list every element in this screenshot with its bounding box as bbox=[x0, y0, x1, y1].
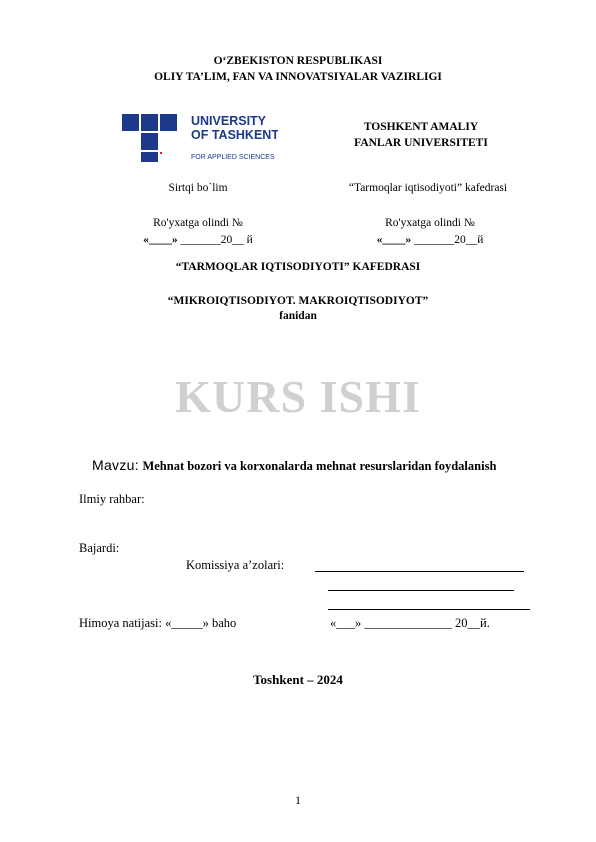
registration-left bbox=[100, 215, 296, 249]
university-logo bbox=[122, 114, 278, 162]
university-line-1: TOSHKENT AMALIY bbox=[363, 121, 479, 133]
date-blank-month-left: _______ bbox=[180, 234, 221, 246]
date-blank-month-right: _______ bbox=[413, 234, 455, 246]
supervisor-label: Ilmiy rahbar: bbox=[79, 492, 145, 506]
topic-line bbox=[92, 457, 496, 475]
commission-label: Komissiya a’zolari: bbox=[186, 558, 285, 572]
registration-date-left bbox=[100, 232, 296, 249]
date-blank-day-left: ____ bbox=[148, 234, 172, 246]
subject-suffix: fanidan bbox=[279, 310, 317, 322]
registration-label-left: Ro'yxatga olindi № bbox=[153, 217, 243, 229]
registration-label-right: Ro'yxatga olindi № bbox=[385, 217, 475, 229]
department-left: Sirtqi bo`lim bbox=[168, 182, 228, 194]
author-label: Bajardi: bbox=[79, 541, 120, 555]
date-suffix-left: й bbox=[243, 234, 253, 246]
page-number: 1 bbox=[295, 793, 301, 807]
commission-signature-line-2 bbox=[328, 590, 514, 591]
registration-date-right bbox=[330, 232, 530, 249]
university-line-2: FANLAR UNIVERSITETI bbox=[354, 137, 488, 149]
logo-line-3: FOR APPLIED SCIENCES bbox=[191, 154, 275, 161]
kafedra-title: “TARMOQLAR IQTISODIYOTI” KAFEDRASI bbox=[175, 261, 421, 273]
date-close-left: » bbox=[171, 234, 178, 246]
commission-signature-line-3 bbox=[328, 609, 530, 610]
defense-result: Himoya natijasi: «_____» baho bbox=[79, 616, 237, 630]
university-name bbox=[330, 119, 512, 151]
work-type-title: KURS ISHI bbox=[175, 371, 421, 422]
topic-title: Mehnat bozori va korxonalarda mehnat resurslaridan foydalanish bbox=[142, 459, 497, 473]
date-close-right: » bbox=[405, 234, 412, 246]
date-open-left: « bbox=[143, 234, 149, 246]
ministry-line-2: OLIY TA’LIM, FAN VA INNOVATSIYALAR VAZIRLIGI bbox=[154, 71, 442, 83]
logo-line-2: OF TASHKENT bbox=[191, 128, 278, 142]
registration-right bbox=[330, 215, 530, 249]
subject-block bbox=[0, 294, 596, 324]
department-right: “Tarmoqlar iqtisodiyoti” kafedrasi bbox=[348, 182, 508, 194]
commission-signature-line-1 bbox=[315, 571, 524, 572]
date-year-left: 20__ bbox=[220, 234, 244, 246]
date-blank-day-right: ____ bbox=[382, 234, 406, 246]
ministry-line-1: O‘ZBEKISTON RESPUBLIKASI bbox=[213, 55, 383, 67]
logo-line-1: UNIVERSITY bbox=[191, 114, 267, 128]
date-year-right: 20__ bbox=[454, 234, 478, 246]
defense-date: «___» ______________ 20__й. bbox=[330, 616, 490, 630]
date-open-right: « bbox=[376, 234, 383, 246]
date-suffix-right: й bbox=[477, 234, 484, 246]
ministry-header bbox=[0, 53, 596, 85]
city-year: Toshkent – 2024 bbox=[253, 672, 343, 687]
topic-label: Mavzu: bbox=[92, 457, 139, 473]
subject-title: “MIKROIQTISODIYOT. MAKROIQTISODIYOT” bbox=[167, 295, 429, 307]
university-logo-icon bbox=[122, 114, 278, 162]
